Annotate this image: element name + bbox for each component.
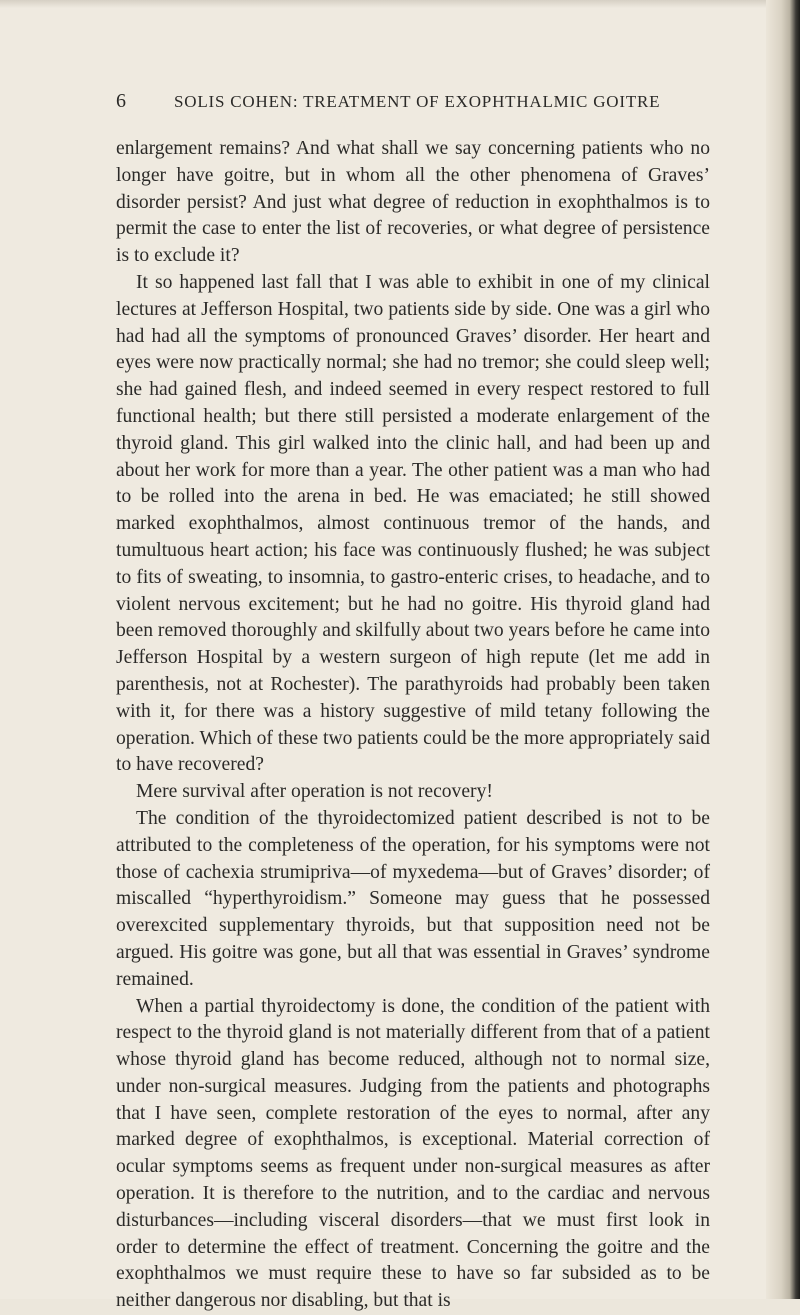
page-number: 6 xyxy=(116,90,127,113)
paragraph: It so happened last fall that I was able to exhibit in one of my clinical lectures at Jefferson Hospital, two patients side by side. One was a girl who had had all the symptoms of pronounced Graves’ disorder. Her heart and eyes were now practically normal; she had no tremor; she could sleep well; she had gained flesh, and indeed seemed in every respect restored to full functional health; but there still persisted a moderate enlargement of the thyroid gland. This girl walked into the clinic hall, and had been up and about her work for more than a year. The other patient was a man who had to be rolled into the arena in bed. He was emaciated; he still showed marked exophthalmos, almost continuous tremor of the hands, and tumultuous heart action; his face was continuously flushed; he was subject to fits of sweating, to insomnia, to gastro-enteric crises, to headache, and to violent nervous excitement; but he had no goitre. His thyroid gland had been removed thoroughly and skilfully about two years before he came into Jefferson Hospital by a western surgeon of high repute (let me add in parenthesis, not at Rochester). The parathyroids had probably been taken with it, for there was a history suggestive of mild tetany following the operation. Which of these two patients could be the more appropriately said to have recovered? xyxy=(116,270,710,779)
top-page-shadow xyxy=(0,0,800,8)
paragraph: When a partial thyroidectomy is done, the condition of the patient with respect to the thyroid gland is not materially different from that of a patient whose thyroid gland has become reduced, although not to normal size, under non-surgical measures. Judging from the patients and photographs that I have seen, complete restoration of the eyes to normal, after any marked degree of exophthalmos, is exceptional. Material correction of ocular symptoms seems as frequent under non-surgical measures as after operation. It is therefore to the nutrition, and to the cardiac and nervous disturbances—including visceral disorders—that we must first look in order to determine the effect of treatment. Concerning the goitre and the exophthalmos we must require these to have so far subsided as to be neither dangerous nor disabling, but that is xyxy=(116,994,710,1315)
book-spine-edge xyxy=(766,0,800,1299)
paragraph: The condition of the thyroidectomized patient described is not to be attributed to the completeness of the operation, for his symptoms were not those of cachexia strumipriva—of myxedema—but of Graves’ disorder; of miscalled “hyperthyroidism.” Someone may guess that he possessed overexcited supplementary thyroids, but that supposition need not be argued. His goitre was gone, but all that was essential in Graves’ syndrome remained. xyxy=(116,806,710,994)
running-head: SOLIS COHEN: TREATMENT OF EXOPHTHALMIC GOITRE xyxy=(174,92,660,112)
body-text xyxy=(116,136,710,1315)
page-header xyxy=(116,90,726,116)
paragraph: Mere survival after operation is not recovery! xyxy=(116,779,710,806)
paragraph: enlargement remains? And what shall we say concerning patients who no longer have goitre, but in whom all the other phenomena of Graves’ disorder persist? And just what degree of reduction in exophthalmos is to permit the case to enter the list of recoveries, or what degree of persistence is to exclude it? xyxy=(116,136,710,270)
